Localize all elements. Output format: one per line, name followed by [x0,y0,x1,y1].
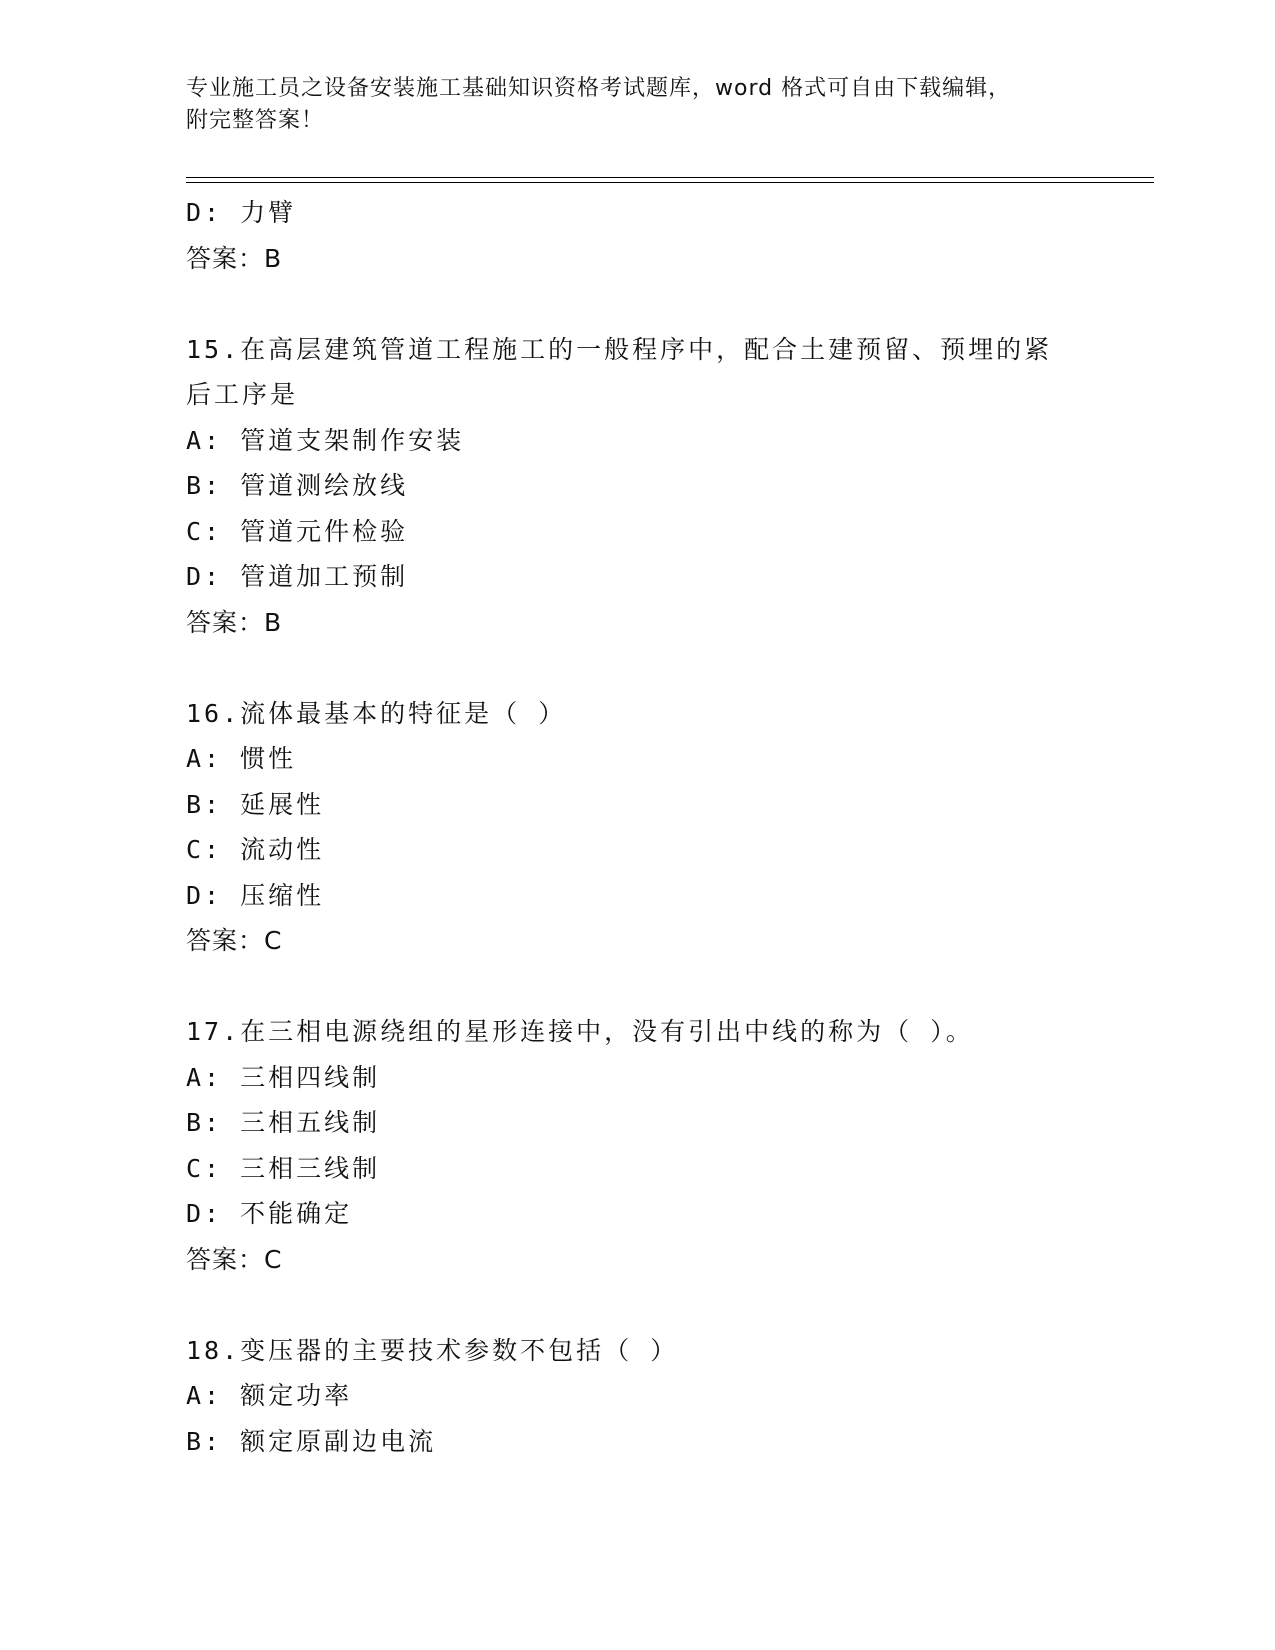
option-b: B: 管道测绘放线 [186,471,409,500]
question-stem: 18.变压器的主要技术参数不包括（ ） [186,1335,679,1365]
option-b: B: 三相五线制 [186,1108,381,1137]
question-15 [186,327,1154,646]
answer: 答案：C [186,1244,283,1274]
header-divider-bottom [186,182,1154,183]
question-16 [186,691,1154,964]
option-d: D: 力臂 [186,198,297,227]
option-c: C: 三相三线制 [186,1153,381,1183]
header-line-1: 专业施工员之设备安装施工基础知识资格考试题库，word 格式可自由下载编辑， [186,76,1012,101]
answer: 答案：B [186,243,283,273]
question-stem: 17.在三相电源绕组的星形连接中，没有引出中线的称为（ ）。 [186,1017,974,1046]
option-c: C: 流动性 [186,835,325,864]
question-list [186,190,1154,1464]
option-c: C: 管道元件检验 [186,516,409,546]
option-b: B: 延展性 [186,789,325,819]
question-stem-continued: 后工序是 [186,380,299,409]
question-17 [186,1009,1154,1282]
option-d: D: 压缩性 [186,880,325,910]
option-b: B: 额定原副边电流 [186,1426,437,1456]
page-header [186,73,1086,137]
question-18 [186,1328,1154,1465]
answer: 答案：B [186,607,283,637]
question-stem: 15.在高层建筑管道工程施工的一般程序中，配合土建预留、预埋的紧 [186,334,1053,364]
option-a: A: 额定功率 [186,1381,353,1410]
answer: 答案：C [186,926,283,955]
option-a: A: 惯性 [186,744,297,773]
option-d: D: 管道加工预制 [186,562,409,591]
option-a: A: 管道支架制作安装 [186,425,465,455]
option-d: D: 不能确定 [186,1199,353,1228]
header-divider-top [186,177,1154,178]
option-a: A: 三相四线制 [186,1062,381,1092]
header-line-2: 附完整答案！ [186,108,325,133]
question-stem: 16.流体最基本的特征是（ ） [186,698,567,728]
